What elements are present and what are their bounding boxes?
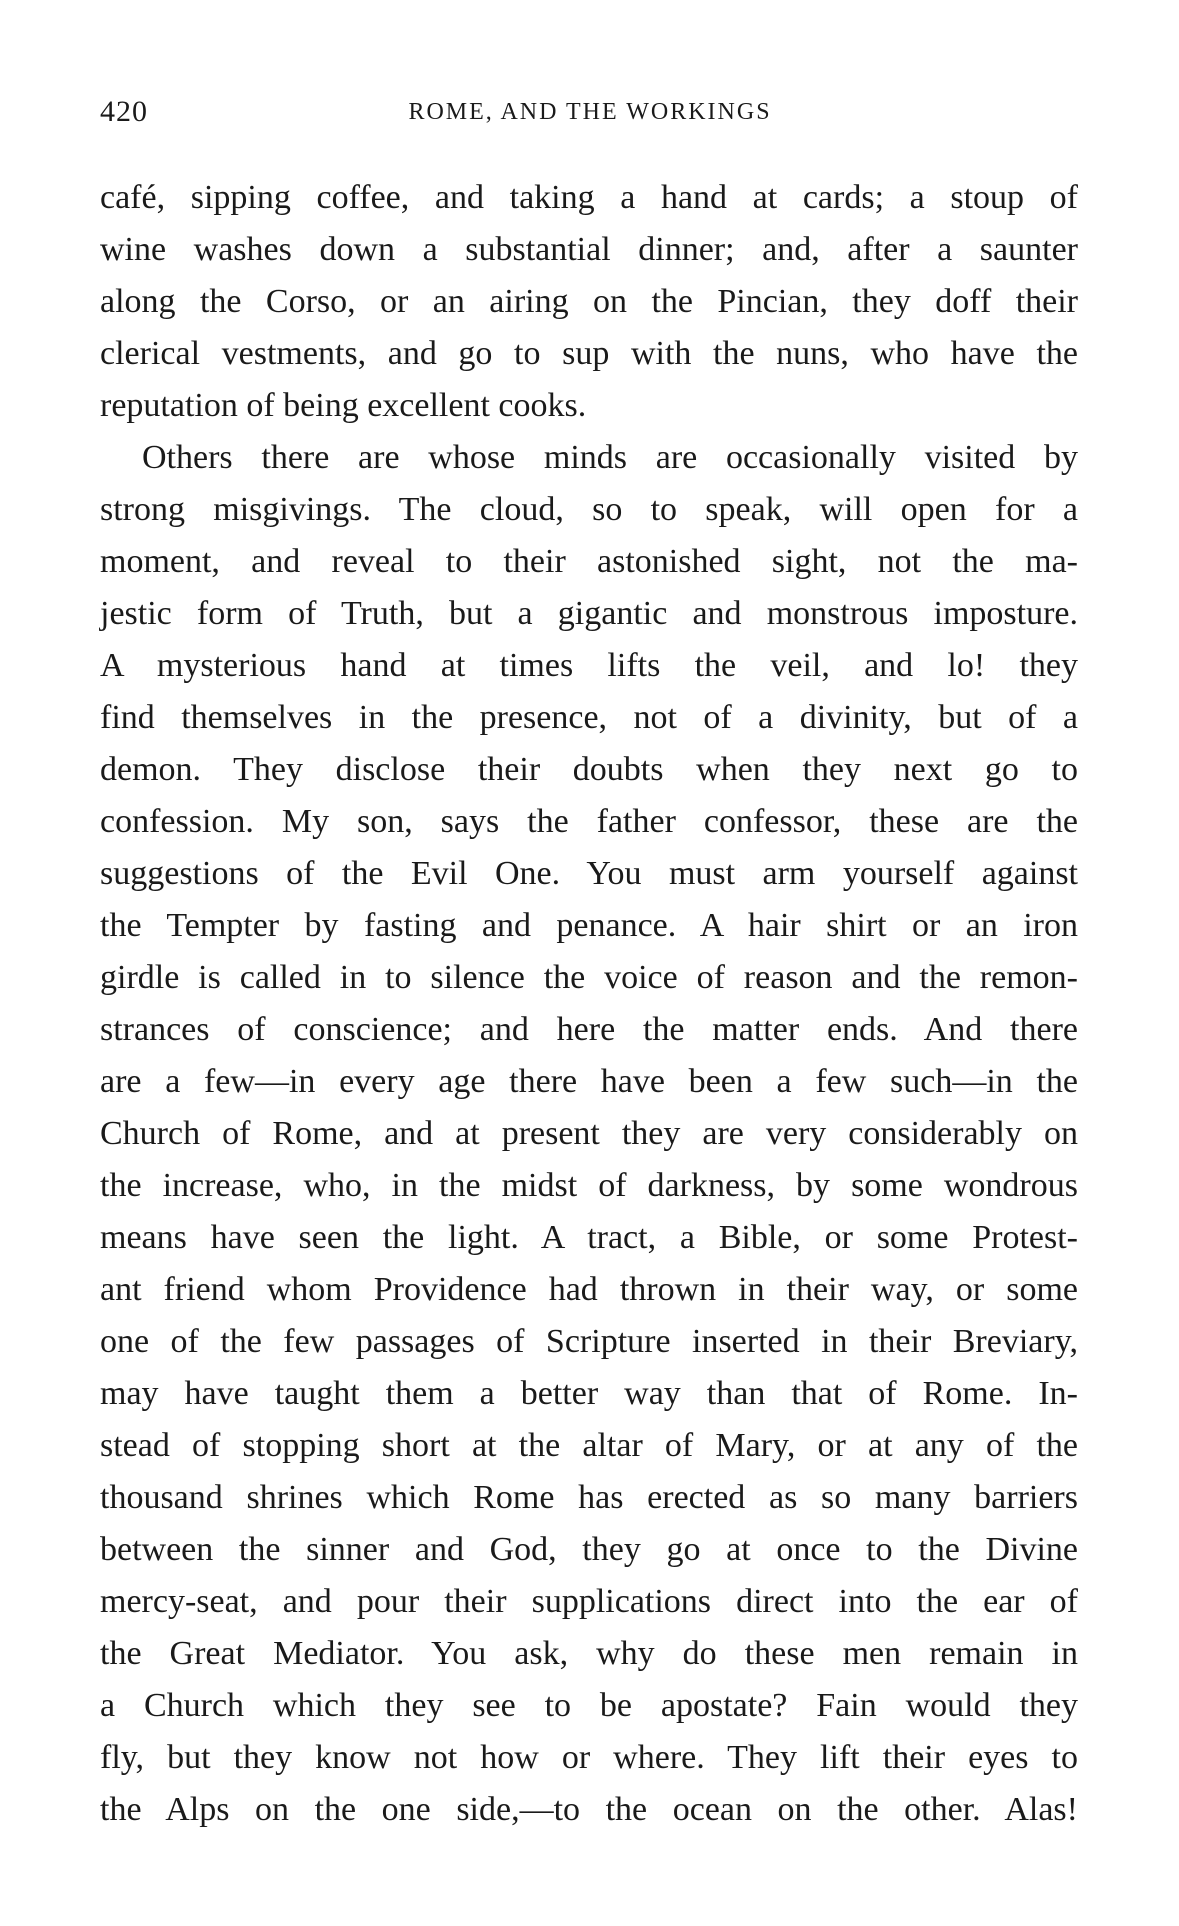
text-line: reputation of being excellent cooks. xyxy=(100,387,587,424)
text-line: along the Corso, or an airing on the Pincian, they doff their xyxy=(100,283,1078,320)
page-number: 420 xyxy=(100,95,148,128)
text-line: the Tempter by fasting and penance. A hair shirt or an iron xyxy=(100,907,1078,944)
text-line: A mysterious hand at times lifts the veil, and lo! they xyxy=(100,647,1078,684)
text-line: moment, and reveal to their astonished sight, not the ma- xyxy=(100,543,1078,580)
text-line: the Alps on the one side,—to the ocean on the other. Alas! xyxy=(100,1791,1078,1828)
text-line: wine washes down a substantial dinner; and, after a saunter xyxy=(100,231,1078,268)
text-line: jestic form of Truth, but a gigantic and monstrous imposture. xyxy=(100,595,1078,632)
text-line: Others there are whose minds are occasionally visited by xyxy=(142,439,1078,476)
text-line: strances of conscience; and here the matter ends. And there xyxy=(100,1011,1078,1048)
running-head xyxy=(100,95,1080,135)
text-line: ant friend whom Providence had thrown in their way, or some xyxy=(100,1271,1078,1308)
text-line: between the sinner and God, they go at once to the Divine xyxy=(100,1531,1078,1568)
text-line: fly, but they know not how or where. They lift their eyes to xyxy=(100,1739,1078,1776)
text-line: Church of Rome, and at present they are very considerably on xyxy=(100,1115,1078,1152)
text-line: mercy-seat, and pour their supplications direct into the ear of xyxy=(100,1583,1078,1620)
text-line: demon. They disclose their doubts when they next go to xyxy=(100,751,1078,788)
text-line: are a few—in every age there have been a few such—in the xyxy=(100,1063,1078,1100)
text-line: the increase, who, in the midst of darkness, by some wondrous xyxy=(100,1167,1078,1204)
text-line: confession. My son, says the father confessor, these are the xyxy=(100,803,1078,840)
text-line: strong misgivings. The cloud, so to speak, will open for a xyxy=(100,491,1078,528)
text-line: find themselves in the presence, not of a divinity, but of a xyxy=(100,699,1078,736)
text-line: clerical vestments, and go to sup with the nuns, who have the xyxy=(100,335,1078,372)
text-line: one of the few passages of Scripture inserted in their Breviary, xyxy=(100,1323,1078,1360)
text-line: thousand shrines which Rome has erected as so many barriers xyxy=(100,1479,1078,1516)
text-line: stead of stopping short at the altar of Mary, or at any of the xyxy=(100,1427,1078,1464)
text-line: café, sipping coffee, and taking a hand at cards; a stoup of xyxy=(100,179,1078,216)
text-line: a Church which they see to be apostate? Fain would they xyxy=(100,1687,1078,1724)
body-text xyxy=(100,172,1078,1836)
text-line: may have taught them a better way than that of Rome. In- xyxy=(100,1375,1078,1412)
text-line: means have seen the light. A tract, a Bible, or some Protest- xyxy=(100,1219,1078,1256)
text-line: girdle is called in to silence the voice of reason and the remon- xyxy=(100,959,1078,996)
text-line: the Great Mediator. You ask, why do these men remain in xyxy=(100,1635,1078,1672)
text-line: suggestions of the Evil One. You must arm yourself against xyxy=(100,855,1078,892)
running-title: ROME, AND THE WORKINGS xyxy=(408,99,772,125)
